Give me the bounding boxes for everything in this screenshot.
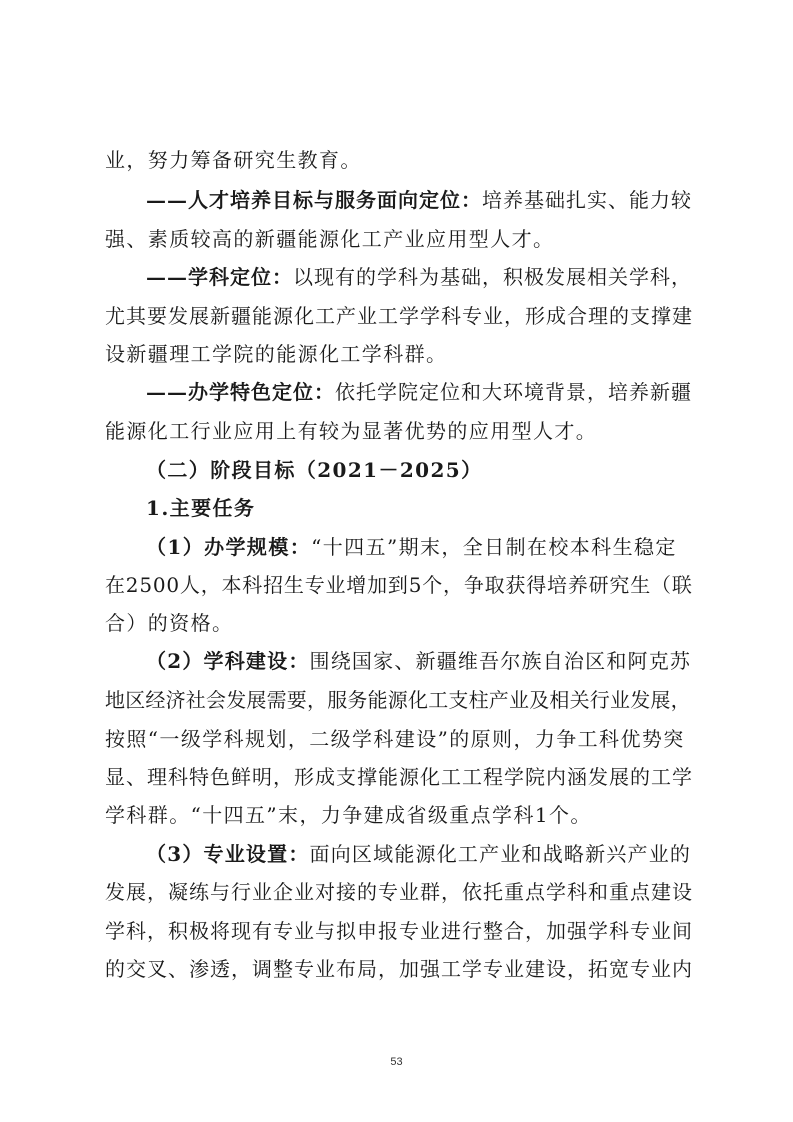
text-run: 显、理科特色鲜明，形成支撑能源化工工程学院内涵发展的工学: [105, 765, 693, 789]
bold-lead-in: （1）办学规模：: [146, 535, 312, 559]
text-run: 设新疆理工学院的能源化工学科群。: [105, 342, 448, 366]
paragraph-line: [146, 378, 695, 406]
paragraph-line: [105, 917, 695, 945]
text-run: 强、素质较高的新疆能源化工产业应用型人才。: [105, 227, 555, 251]
paragraph-line: [146, 840, 695, 868]
page-number: 53: [390, 1056, 403, 1068]
text-run: 学科群。“十四五”末，力争建成省级重点学科1个。: [105, 803, 592, 827]
paragraph-line: [146, 263, 695, 291]
paragraph-line: [105, 955, 695, 983]
paragraph-line: [105, 146, 695, 174]
paragraph-line: [105, 763, 695, 791]
paragraph-line: [105, 340, 695, 368]
text-run: “十四五”期末，全日制在校本科生稳定: [311, 535, 677, 559]
text-run: 面向区域能源化工产业和战略新兴产业的: [309, 842, 692, 866]
paragraph-line: [146, 647, 695, 675]
text-run: 业，努力筹备研究生教育。: [105, 148, 362, 172]
bold-lead-in: ——人才培养目标与服务面向定位：: [146, 188, 482, 212]
text-run: 能源化工行业应用上有较为显著优势的应用型人才。: [105, 419, 598, 443]
text-run: 发展，凝练与行业企业对接的专业群，依托重点学科和重点建设: [105, 880, 693, 904]
text-run: 学科，积极将现有专业与拟申报专业进行整合，加强学科专业间: [105, 919, 693, 943]
text-run: 依托学院定位和大环境背景，培养新疆: [335, 380, 692, 404]
section-heading: （二）阶段目标（2021－2025）: [146, 458, 483, 482]
paragraph-line: [105, 417, 695, 445]
text-run: 尤其要发展新疆能源化工产业工学学科专业，形成合理的支撑建: [105, 304, 693, 328]
text-run: 培养基础扎实、能力较: [482, 188, 692, 212]
paragraph-line: [105, 878, 695, 906]
text-run: 合）的资格。: [105, 611, 234, 635]
text-run: 以现有的学科为基础，积极发展相关学科，: [293, 265, 692, 289]
paragraph-line: [105, 801, 695, 829]
paragraph-line: [105, 725, 695, 753]
subsection-heading: 1.主要任务: [146, 496, 256, 520]
paragraph-line: [105, 609, 695, 637]
bold-lead-in: ——办学特色定位：: [146, 380, 335, 404]
paragraph-line: [105, 225, 695, 253]
text-run: 地区经济社会发展需要，服务能源化工支柱产业及相关行业发展，: [105, 688, 691, 712]
text-run: 在2500人，本科招生专业增加到5个，争取获得培养研究生（联: [105, 573, 693, 597]
paragraph-line: [146, 533, 695, 561]
paragraph-line: [105, 686, 695, 714]
text-run: 围绕国家、新疆维吾尔族自治区和阿克苏: [309, 649, 692, 673]
paragraph-line: [105, 302, 695, 330]
bold-lead-in: （2）学科建设：: [146, 649, 310, 673]
paragraph-line: [146, 186, 695, 214]
text-run: 按照“一级学科规划，二级学科建设”的原则，力争工科优势突: [105, 727, 685, 751]
bold-lead-in: ——学科定位：: [146, 265, 293, 289]
paragraph-line: [105, 571, 695, 599]
text-run: 的交叉、渗透，调整专业布局，加强工学专业建设，拓宽专业内: [105, 957, 693, 981]
bold-lead-in: （3）专业设置：: [146, 842, 310, 866]
